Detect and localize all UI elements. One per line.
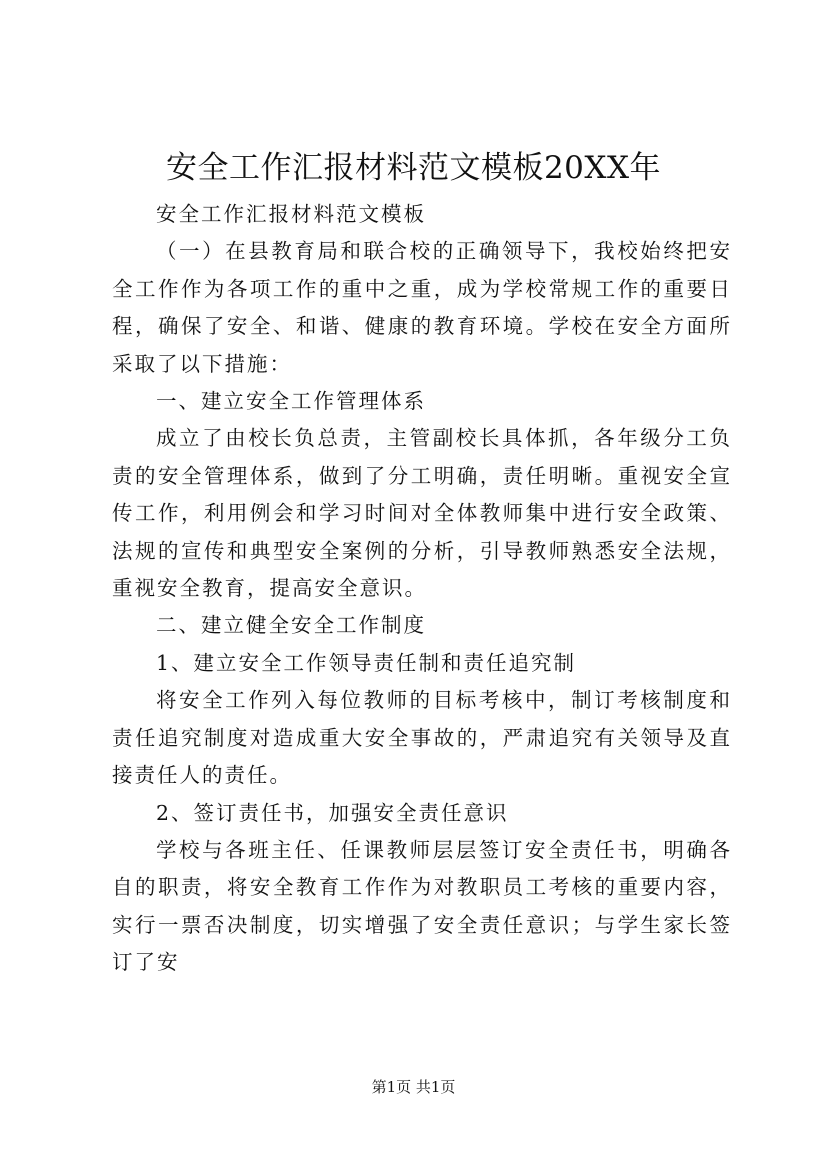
section-heading-2: 二、建立健全安全工作制度 — [156, 613, 426, 638]
subsection-heading-2: 2、签订责任书，加强安全责任意识 — [156, 800, 509, 825]
subsection-heading-1: 1、建立安全工作领导责任制和责任追究制 — [156, 650, 577, 675]
document-body — [112, 196, 732, 982]
section-heading-1: 一、建立安全工作管理体系 — [156, 389, 426, 414]
subsection-1-paragraph: 将安全工作列入每位教师的目标考核中，制订考核制度和责任追究制度对造成重大安全事故的，严肃追究有关领导及直接责任人的责任。 — [112, 688, 732, 788]
subsection-2-paragraph: 学校与各班主任、任课教师层层签订安全责任书，明确各自的职责，将安全教育工作作为对教职员工考核的重要内容，实行一票否决制度，切实增强了安全责任意识；与学生家长签订了安 — [112, 837, 732, 975]
page-number: 第1页 共1页 — [371, 1078, 456, 1096]
intro-paragraph: （一）在县教育局和联合校的正确领导下，我校始终把安全工作作为各项工作的重中之重，成为学校常规工作的重要日程，确保了安全、和谐、健康的教育环境。学校在安全方面所采取了以下措施： — [112, 239, 732, 376]
subtitle-paragraph: 安全工作汇报材料范文模板 — [156, 202, 426, 226]
section-1-paragraph: 成立了由校长负总责，主管副校长具体抓，各年级分工负责的安全管理体系，做到了分工明确，责任明晰。重视安全宣传工作，利用例会和学习时间对全体教师集中进行安全政策、法规的宣传和典型安全案例的分析，引导教师熟悉安全法规，重视安全教育，提高安全意识。 — [112, 426, 732, 601]
document-title: 安全工作汇报材料范文模板20XX年 — [165, 150, 662, 186]
